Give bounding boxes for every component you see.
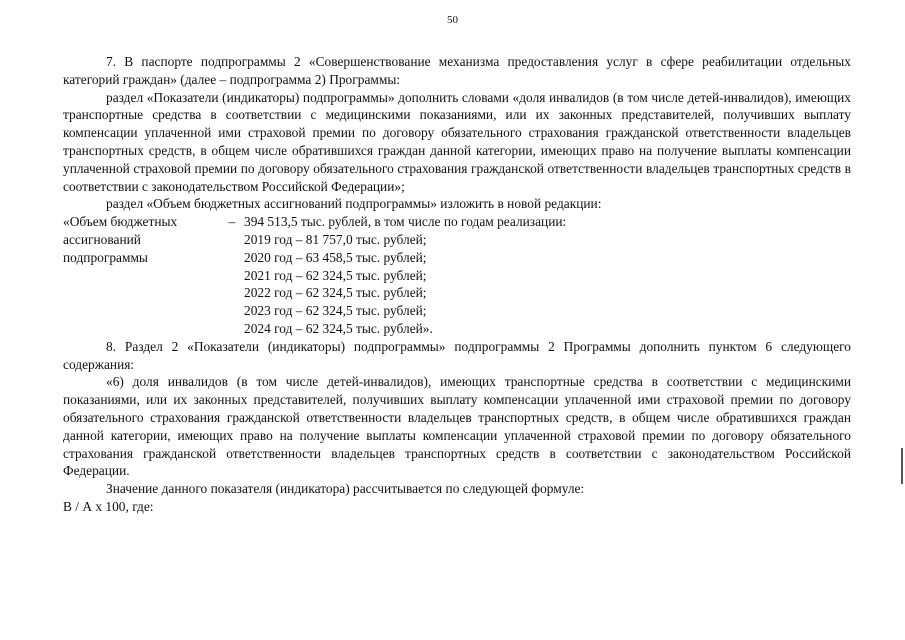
budget-label-line: «Объем бюджетных xyxy=(63,214,178,230)
formula: В / А х 100, где: xyxy=(63,498,154,514)
formula-intro: Значение данного показателя (индикатора) рассчитывается по следующей формуле: xyxy=(106,481,585,497)
budget-label xyxy=(63,213,218,338)
paragraph-8-item-6: «6) доля инвалидов (в том числе детей-инвалидов), имеющих транспортные средства в соответствии с медицинскими показаниями, или их законных представителей, получивших выплату компенсации уплаченной ими страховой премии по договору обязательного страхования гражданской ответственности владельцев транспортных средств, в общем числе обратившихся граждан данной категории, имеющих право на получение выплаты компенсации уплаченной страховой премии по договору обязательного страхования гражданской ответственности владельцев транспортных средств в соответствии с законодательством Российской Федерации. xyxy=(63,374,851,479)
budget-year: 2024 год – 62 324,5 тыс. рублей». xyxy=(244,320,433,336)
paragraph-7-indicators: раздел «Показатели (индикаторы) подпрограммы» дополнить словами «доля инвалидов (в том числе детей-инвалидов), имеющих транспортные средства в соответствии с медицинскими показаниями, или их законных представителей, получивших выплату компенсации уплаченной ими страховой премии по договору обязательного страхования гражданской ответственности владельцев транспортных средств, в общем числе обратившихся граждан данной категории, имеющих право на получение выплаты компенсации уплаченной страховой премии по договору обязательного страхования гражданской ответственности владельцев транспортных средств в соответствии с законодательством Российской Федерации»; xyxy=(63,89,851,194)
document-body xyxy=(63,53,851,516)
budget-values xyxy=(244,213,851,338)
budget-year: 2023 год – 62 324,5 тыс. рублей; xyxy=(244,303,427,319)
budget-year: 2021 год – 62 324,5 тыс. рублей; xyxy=(244,267,427,283)
scan-edge-mark xyxy=(901,448,903,484)
paragraph-7: 7. В паспорте подпрограммы 2 «Совершенствование механизма предоставления услуг в сфере реабилитации отдельных категорий граждан» (далее – подпрограмма 2) Программы: xyxy=(63,54,851,87)
budget-year: 2020 год – 63 458,5 тыс. рублей; xyxy=(244,249,427,265)
paragraph-8: 8. Раздел 2 «Показатели (индикаторы) подпрограммы» подпрограммы 2 Программы дополнить пунктом 6 следующего содержания: xyxy=(63,338,851,372)
budget-block xyxy=(63,213,851,338)
budget-year: 2022 год – 62 324,5 тыс. рублей; xyxy=(244,285,427,301)
page-number: 50 xyxy=(447,14,458,26)
budget-total: 394 513,5 тыс. рублей, в том числе по годам реализации: xyxy=(244,214,567,230)
budget-dash: – xyxy=(228,214,236,230)
paragraph-7-budget-intro: раздел «Объем бюджетных ассигнований подпрограммы» изложить в новой редакции: xyxy=(106,196,602,212)
budget-label-line: подпрограммы xyxy=(63,249,148,265)
budget-label-line: ассигнований xyxy=(63,231,141,247)
budget-year: 2019 год – 81 757,0 тыс. рублей; xyxy=(244,231,427,247)
